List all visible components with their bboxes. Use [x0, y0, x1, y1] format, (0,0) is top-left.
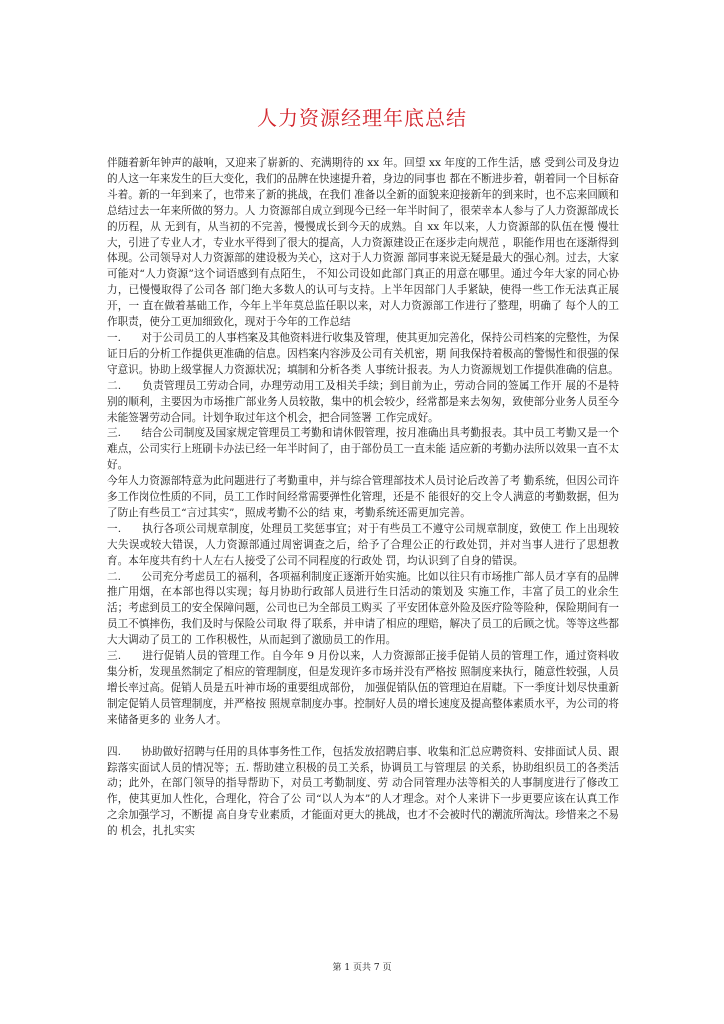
- paragraph-intro: 伴随着新年钟声的敲响，又迎来了崭新的、充满期待的 xx 年。回望 xx 年度的工作生活，感 受到公司及身边的人这一年来发生的巨大变化，我们的品牌在快速提升着，身边的同事也 都在不断进步着，朝着同一个目标奋斗着。新的一年到来了，也带来了新的挑战，在我们 准备以全新的面貌来迎接新年的到来时，也不忘来回顾和总结过去一年来所做的努力。人 力资源部自成立到现今已经一年半时间了，很荣幸本人参与了人力资源部成长的历程，从 无到有，从当初的不完善，慢慢成长到今天的成熟。自 xx 年以来，人力资源部的队伍在慢 慢壮大，引进了专业人才，专业水平得到了很大的提高，人力资源建设正在逐步走向规范 ，职能作用也在逐渐得到体现。公司领导对人力资源部的建设极为关心，这对于人力资源 部同事来说无疑是最大的强心剂。过去，大家可能对“人力资源”这个词语感到有点陌生， 不知公司设如此部门真正的用意在哪里。通过今年大家的同心协力，已慢慢取得了公司各 部门绝大多数人的认可与支持。上半年因部门人手紧缺，使得一些工作无法真正展开，一 直在做着基础工作，今年上半年莫总监任职以来，对人力资源部工作进行了整理，明确了 每个人的工作职责，使分工更加细致化，现对于今年的工作总结: [107, 157, 619, 329]
- paragraph-welfare: 二. 公司充分考虑员工的福利，各项福利制度正逐渐开始实施。比如以往只有市场推广部人员才享有的品牌推广用烟，在本部也得以实现；每月协助行政部人员进行生日活动的策划及 实施工作，丰富了员工的业余生活；考虑到员工的安全保障问题，公司也已为全部员工购买 了平安团体意外险及医疗险等险种，保险期间有一员工不慎摔伤，我们及时与保险公司取 得了联系，并申请了相应的理赔，解决了员工的后顾之忧。等等这些都大大调动了员工的 工作积极性，从而起到了激励员工的作用。: [107, 570, 619, 647]
- paragraph-promoters: 三. 进行促销人员的管理工作。自今年 9 月份以来，人力资源部正接手促销人员的管理工作，通过资料收集分析，发现虽然制定了相应的管理制度，但是发现许多市场并没有严格按 照制度来执行，随意性较强，人员增长率过高。促销人员是五叶神市场的重要组成部份， 加强促销队伍的管理迫在眉睫。下一季度计划尽快重新制定促销人员管理制度，并严格按 照规章制度办事。控制好人员的增长速度及提高整体素质水平，为公司的将来储备更多的 业务人才。: [107, 650, 619, 726]
- document-body: [107, 156, 619, 840]
- paragraph-recruitment: 四. 协助做好招聘与任用的具体事务性工作，包括发放招聘启事、收集和汇总应聘资料、安排面试人员、跟踪落实面试人员的情况等；五. 帮助建立积极的员工关系，协调员工与管理层 的关系，协助组织员工的各类活动；此外，在部门领导的指导帮助下，对员工考勤制度、劳 动合同管理办法等相关的人事制度进行了修改工作，使其更加人性化，合理化，符合了公 司“以人为本”的人才理念。对个人来讲下一步更要应该在认真工作之余加强学习，不断提 高自身专业素质，才能面对更大的挑战，也才不会被时代的潮流所淘汰。珍惜来之不易的 机会，扎扎实实: [107, 745, 619, 838]
- paragraph-rules: 一. 执行各项公司规章制度，处理员工奖惩事宜；对于有些员工不遵守公司规章制度，致使工 作上出现较大失误或较大错误，人力资源部通过周密调查之后，给予了合理公正的行政处罚，并对当事人进行了思想教育。本年度共有约十人左右人接受了公司不同程度的行政处 罚，均认识到了自身的错误。: [107, 522, 619, 567]
- paragraph-attendance: 今年人力资源部特意为此问题进行了考勤重申，并与综合管理部技术人员讨论后改善了考 勤系统，但因公司许多工作岗位性质的不同，员工工作时间经常需要弹性化管理，还是不 能很好的交上令人满意的考勤数据，但为了防止有些员工“言过其实”，照成考勤不公的结 束，考勤系统还需更加完善。: [107, 475, 619, 519]
- paragraph-item-2: 二. 负责管理员工劳动合同，办理劳动用工及相关手续；到目前为止，劳动合同的签属工作开 展的不是特别的顺利，主要因为市场推广部业务人员较散，集中的机会较少，经常都是来去匆匆，致使部分业务人员至今未能签署劳动合同。计划争取过年这个机会，把合同签署 工作完成好。: [107, 379, 619, 424]
- page-footer: 第 1 页共 7 页: [332, 963, 392, 973]
- paragraph-item-3: 三. 结合公司制度及国家规定管理员工考勤和请休假管理，按月准确出具考勤报表。其中员工考勤又是一个难点，公司实行上班刷卡办法已经一年半时间了，由于部份员工一直未能 适应新的考勤办法所以效果一直不太好。: [107, 427, 619, 472]
- paragraph-gap: [107, 729, 619, 745]
- paragraph-item-1: 一. 对于公司员工的人事档案及其他资料进行收集及管理，使其更加完善化，保持公司档案的完整性，为保证日后的分析工作提供更准确的信息。因档案内容涉及公司有关机密，期 间我保持着极高的警惕性和很强的保守意识。协助上级掌握人力资源状况；填制和分析各类 人事统计报表。为人力资源规划工作提供准确的信息。: [107, 331, 619, 376]
- page-title: 人力资源经理年底总结: [257, 106, 467, 130]
